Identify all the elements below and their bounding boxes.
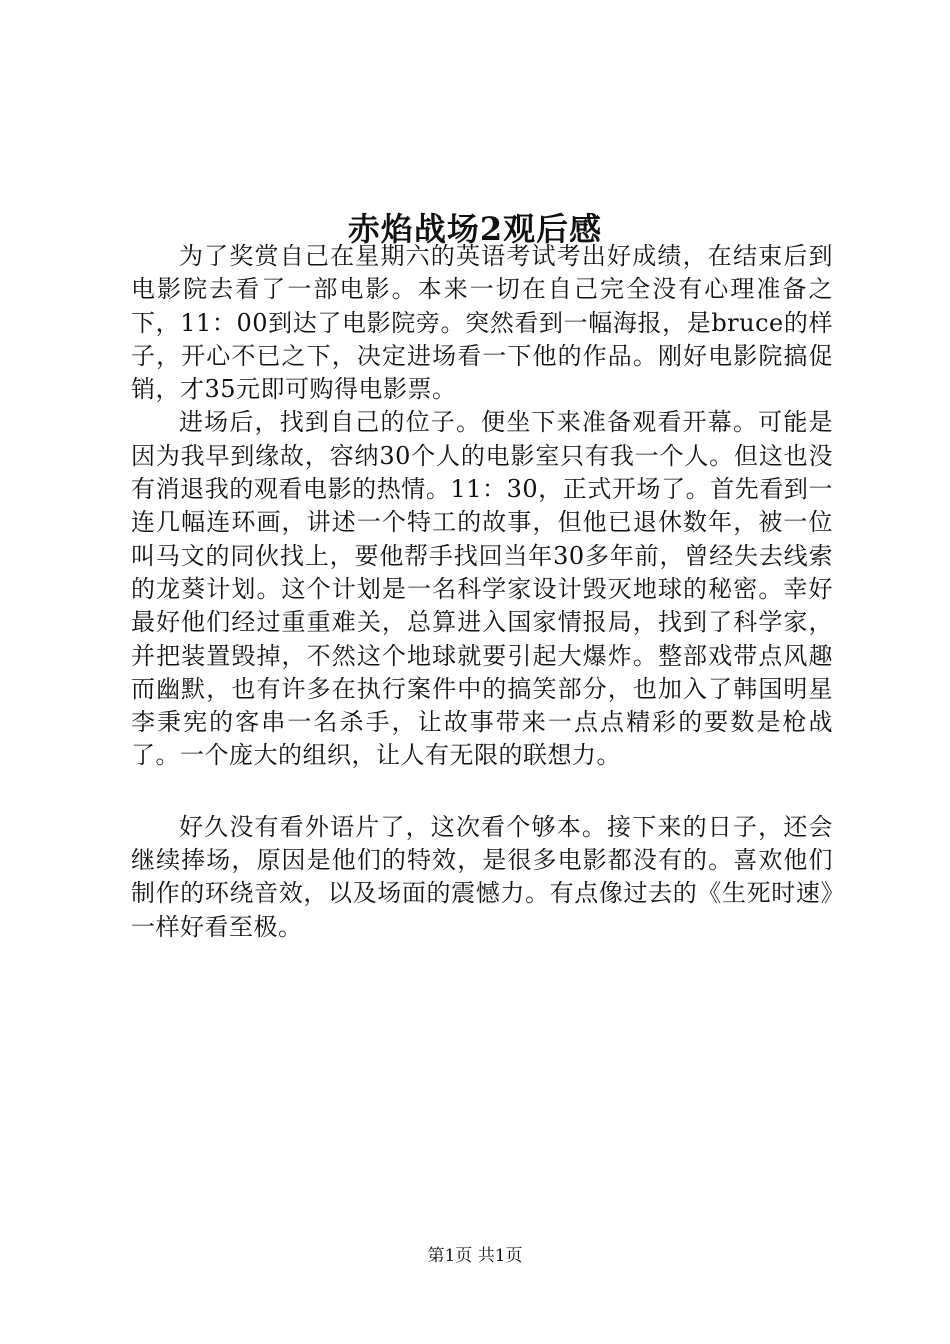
page-footer: 第1页 共1页 bbox=[427, 1246, 523, 1266]
paragraph-1: 为了奖赏自己在星期六的英语考试考出好成绩，在结束后到电影院去看了一部电影。本来一切在自己完全没有心理准备之下，11：00到达了电影院旁。突然看到一幅海报，是bruce的样子，开心不已之下，决定进场看一下他的作品。刚好电影院搞促销，才35元即可购得电影票。 bbox=[131, 242, 833, 404]
document-title: 赤焰战场2观后感 bbox=[347, 210, 603, 249]
paragraph-3: 好久没有看外语片了，这次看个够本。接下来的日子，还会继续捧场，原因是他们的特效，是很多电影都没有的。喜欢他们制作的环绕音效，以及场面的震憾力。有点像过去的《生死时速》一样好看至极。 bbox=[131, 812, 833, 941]
document-body bbox=[131, 240, 833, 944]
paragraph-2: 进场后，找到自己的位子。便坐下来准备观看开幕。可能是因为我早到缘故，容纳30个人的电影室只有我一个人。但这也没有消退我的观看电影的热情。11：30，正式开场了。首先看到一连几幅连环画，讲述一个特工的故事，但他已退休数年，被一位叫马文的同伙找上，要他帮手找回当年30多年前，曾经失去线索的龙葵计划。这个计划是一名科学家设计毁灭地球的秘密。幸好最好他们经过重重难关，总算进入国家情报局，找到了科学家，并把装置毁掉，不然这个地球就要引起大爆炸。整部戏带点风趣而幽默，也有许多在执行案件中的搞笑部分，也加入了韩国明星李秉宪的客串一名杀手，让故事带来一点点精彩的要数是枪战了。一个庞大的组织，让人有无限的联想力。 bbox=[131, 408, 833, 770]
